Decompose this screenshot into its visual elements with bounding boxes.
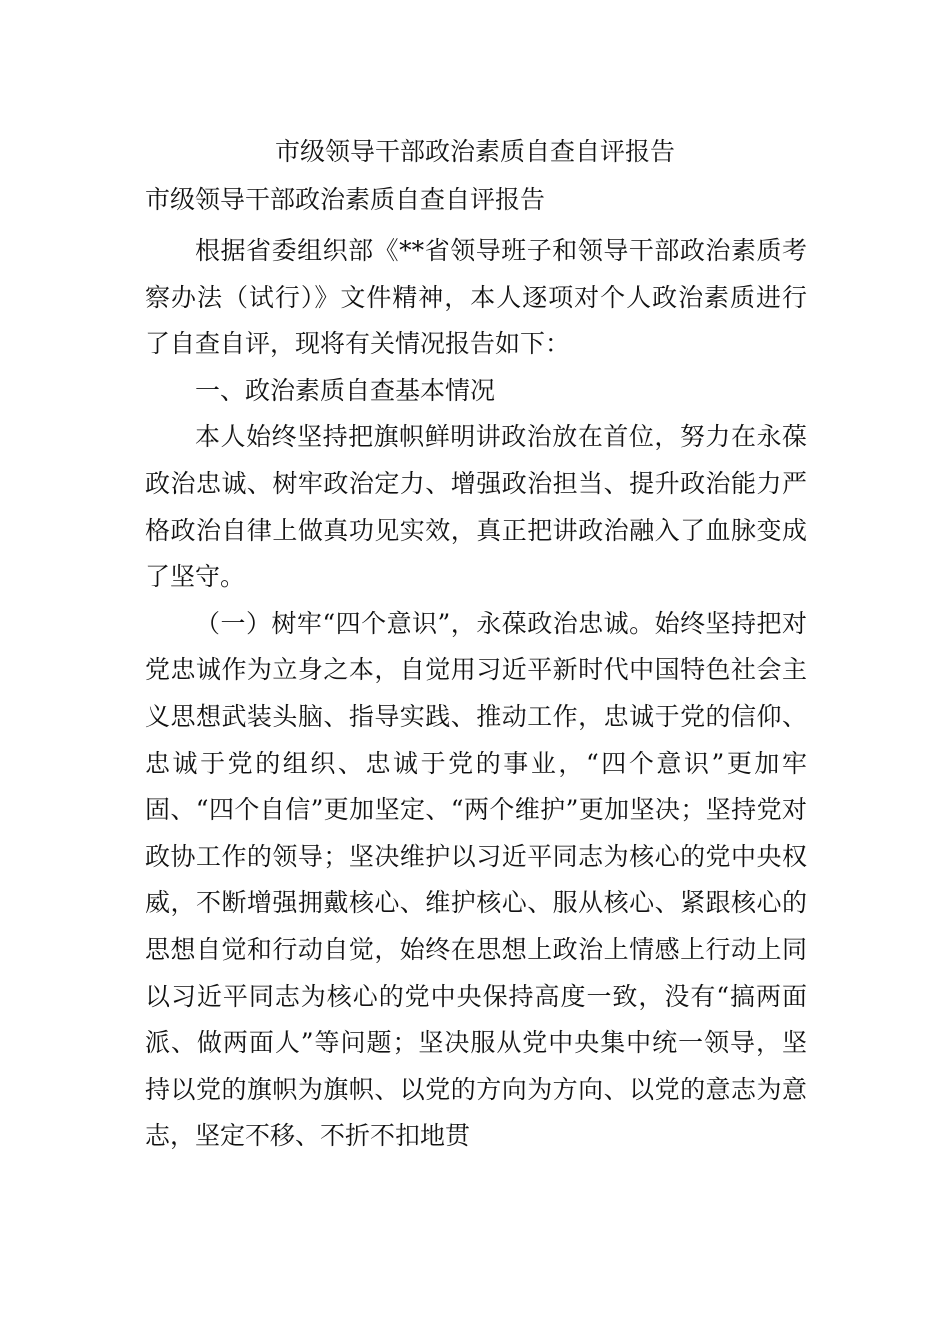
intro-paragraph: 根据省委组织部《**省领导班子和领导干部政治素质考察办法（试行）》文件精神，本人逐项对个人政治素质进行了自查自评，现将有关情况报告如下： — [145, 236, 807, 359]
document-subtitle: 市级领导干部政治素质自查自评报告 — [145, 185, 546, 214]
summary-paragraph: 本人始终坚持把旗帜鲜明讲政治放在首位，努力在永葆政治忠诚、树牢政治定力、增强政治担当、提升政治能力严格政治自律上做真功见实效，真正把讲政治融入了血脉变成了坚守。 — [145, 422, 807, 592]
document-title: 市级领导干部政治素质自查自评报告 — [274, 137, 675, 166]
section-heading: 一、政治素质自查基本情况 — [195, 375, 496, 405]
subsection-paragraph: （一）树牢“四个意识”，永葆政治忠诚。始终坚持把对党忠诚作为立身之本，自觉用习近平新时代中国特色社会主义思想武装头脑、指导实践、推动工作，忠诚于党的信仰、忠诚于党的组织、忠诚于党的事业，“四个意识”更加牢固、“四个自信”更加坚定、“两个维护”更加坚决；坚持党对政协工作的领导；坚决维护以习近平同志为核心的党中央权威，不断增强拥戴核心、维护核心、服从核心、紧跟核心的思想自觉和行动自觉，始终在思想上政治上情感上行动上同以习近平同志为核心的党中央保持高度一致，没有“搞两面派、做两面人”等问题；坚决服从党中央集中统一领导，坚持以党的旗帜为旗帜、以党的方向为方向、以党的意志为意志，坚定不移、不折不扣地贯 — [145, 608, 807, 1151]
document-body — [145, 228, 807, 1160]
